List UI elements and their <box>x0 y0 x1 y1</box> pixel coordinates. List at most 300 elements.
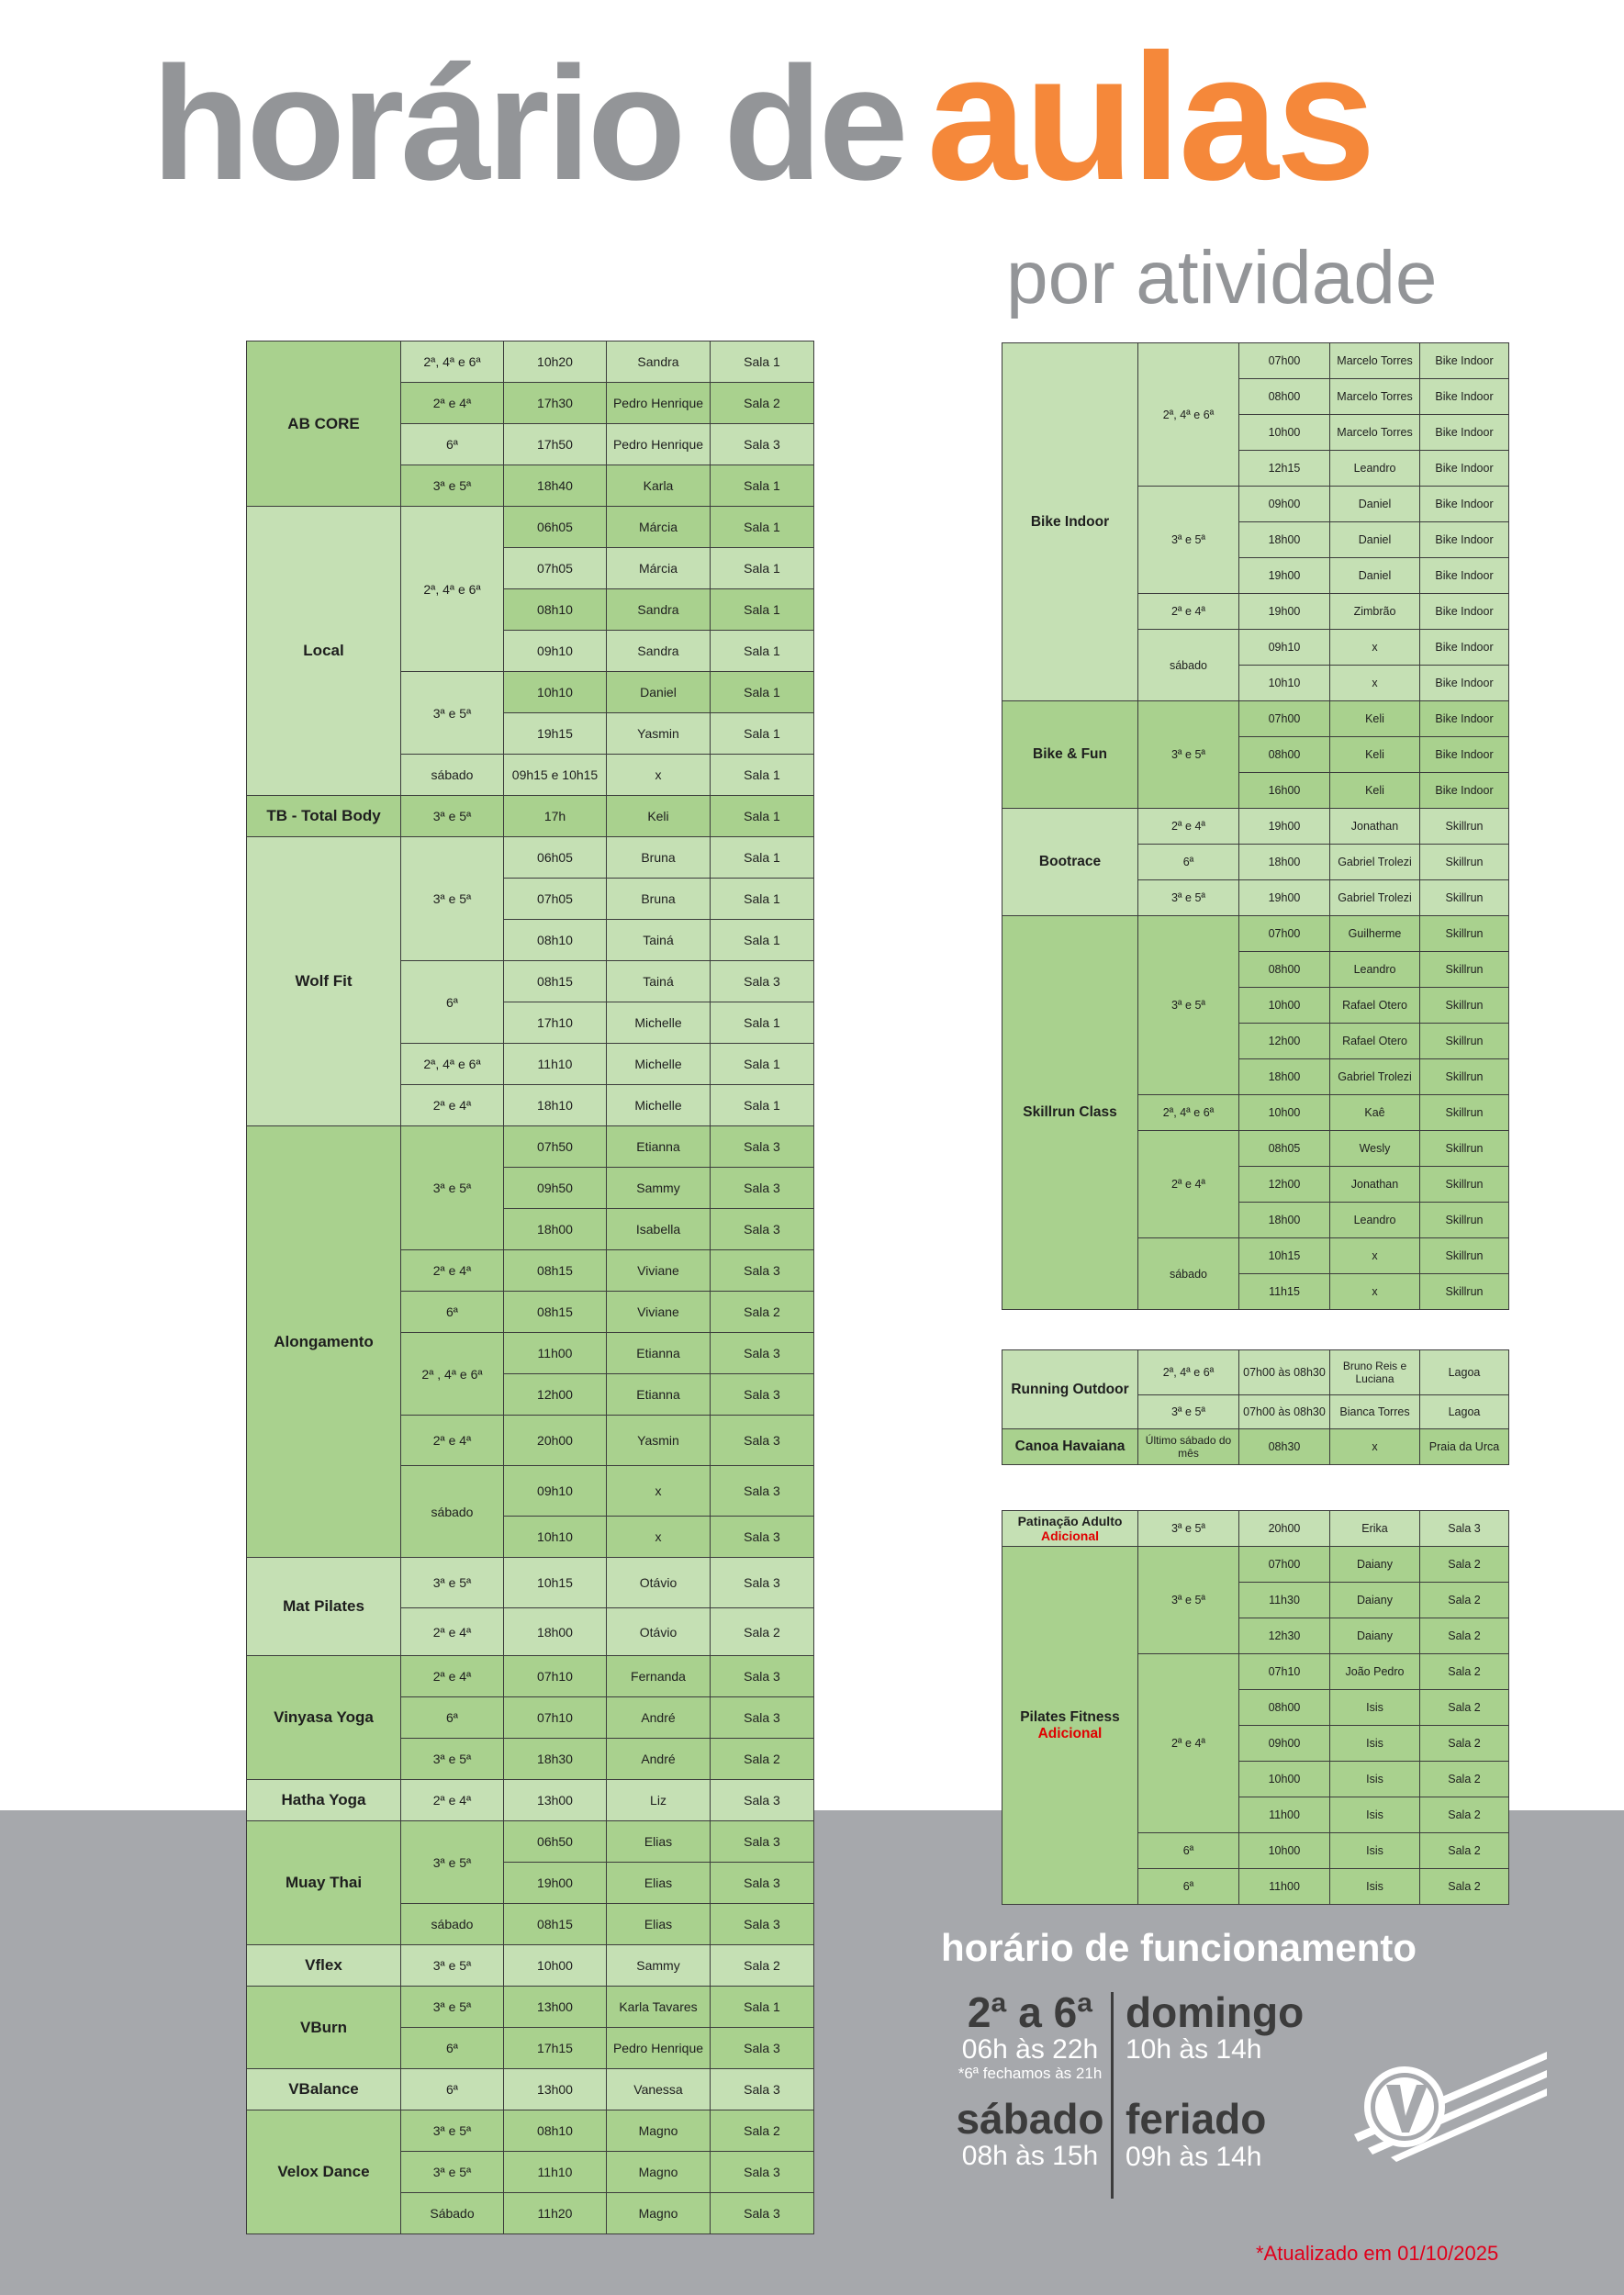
time-cell: 09h10 <box>504 631 607 672</box>
room-cell: Sala 2 <box>1420 1654 1509 1690</box>
time-cell: 13h00 <box>504 2069 607 2110</box>
instructor-cell: Pedro Henrique <box>607 2028 711 2069</box>
room-cell: Bike Indoor <box>1420 630 1509 666</box>
time-cell: 07h00 <box>1239 916 1330 952</box>
schedule-table-left <box>246 341 814 2234</box>
time-cell: 20h00 <box>1239 1511 1330 1547</box>
room-cell: Sala 2 <box>711 1608 814 1656</box>
time-cell: 12h30 <box>1239 1618 1330 1654</box>
time-cell: 08h00 <box>1239 952 1330 988</box>
room-cell: Sala 3 <box>711 1250 814 1292</box>
room-cell: Sala 1 <box>711 548 814 589</box>
time-cell: 07h50 <box>504 1126 607 1168</box>
time-cell: 08h10 <box>504 2110 607 2152</box>
time-cell: 08h15 <box>504 1904 607 1945</box>
instructor-cell: Karla <box>607 465 711 507</box>
instructor-cell: Vanessa <box>607 2069 711 2110</box>
days-cell: sábado <box>1138 1238 1239 1310</box>
time-cell: 10h15 <box>504 1558 607 1608</box>
time-cell: 17h10 <box>504 1002 607 1044</box>
instructor-cell: Isis <box>1330 1690 1420 1726</box>
room-cell: Sala 1 <box>711 713 814 755</box>
time-cell: 11h00 <box>504 1333 607 1374</box>
time-cell: 17h30 <box>504 383 607 424</box>
activity-name: Wolf Fit <box>247 837 401 1126</box>
instructor-cell: Rafael Otero <box>1330 1024 1420 1059</box>
room-cell: Bike Indoor <box>1420 594 1509 630</box>
time-cell: 13h00 <box>504 1780 607 1821</box>
time-cell: 07h00 às 08h30 <box>1239 1395 1330 1429</box>
saturday-label: sábado <box>956 2094 1104 2143</box>
instructor-cell: Etianna <box>607 1333 711 1374</box>
room-cell: Sala 3 <box>711 1904 814 1945</box>
page-subtitle: por atividade <box>1006 236 1438 319</box>
room-cell: Sala 1 <box>711 631 814 672</box>
instructor-cell: Bruna <box>607 837 711 879</box>
room-cell: Sala 1 <box>711 589 814 631</box>
activity-name: Vinyasa Yoga <box>247 1656 401 1780</box>
room-cell: Sala 3 <box>711 424 814 465</box>
room-cell: Sala 2 <box>1420 1618 1509 1654</box>
time-cell: 08h05 <box>1239 1131 1330 1167</box>
time-cell: 08h10 <box>504 920 607 961</box>
days-cell: 3ª e 5ª <box>401 1821 504 1904</box>
room-cell: Sala 1 <box>711 837 814 879</box>
time-cell: 08h00 <box>1239 379 1330 415</box>
time-cell: 06h50 <box>504 1821 607 1863</box>
instructor-cell: Karla Tavares <box>607 1987 711 2028</box>
room-cell: Sala 2 <box>711 2110 814 2152</box>
time-cell: 10h20 <box>504 341 607 383</box>
days-cell: 2ª e 4ª <box>401 1085 504 1126</box>
room-cell: Sala 2 <box>1420 1547 1509 1583</box>
room-cell: Skillrun <box>1420 845 1509 880</box>
instructor-cell: Viviane <box>607 1292 711 1333</box>
instructor-cell: x <box>1330 630 1420 666</box>
instructor-cell: Isis <box>1330 1869 1420 1905</box>
days-cell: 3ª e 5ª <box>401 2152 504 2193</box>
room-cell: Bike Indoor <box>1420 415 1509 451</box>
page-title <box>151 17 1373 218</box>
instructor-cell: Michelle <box>607 1085 711 1126</box>
activity-name: VBurn <box>247 1987 401 2069</box>
room-cell: Bike Indoor <box>1420 773 1509 809</box>
schedule-table-right-2 <box>1002 1349 1509 1465</box>
opening-hours-column-2 <box>1126 1990 1309 2172</box>
instructor-cell: x <box>607 1517 711 1558</box>
instructor-cell: Pedro Henrique <box>607 424 711 465</box>
time-cell: 09h00 <box>1239 487 1330 522</box>
time-cell: 10h10 <box>1239 666 1330 701</box>
room-cell: Sala 3 <box>711 2069 814 2110</box>
time-cell: 07h00 <box>1239 701 1330 737</box>
time-cell: 08h10 <box>504 589 607 631</box>
time-cell: 19h00 <box>1239 558 1330 594</box>
time-cell: 18h00 <box>1239 845 1330 880</box>
instructor-cell: Etianna <box>607 1126 711 1168</box>
schedule-table-right-1 <box>1002 342 1509 1310</box>
time-cell: 18h40 <box>504 465 607 507</box>
time-cell: 20h00 <box>504 1416 607 1466</box>
instructor-cell: Gabriel Trolezi <box>1330 1059 1420 1095</box>
instructor-cell: André <box>607 1697 711 1739</box>
room-cell: Sala 3 <box>1420 1511 1509 1547</box>
time-cell: 11h00 <box>1239 1869 1330 1905</box>
instructor-cell: Magno <box>607 2193 711 2234</box>
time-cell: 09h00 <box>1239 1726 1330 1762</box>
room-cell: Sala 3 <box>711 1126 814 1168</box>
instructor-cell: Tainá <box>607 920 711 961</box>
days-cell: 3ª e 5ª <box>401 1987 504 2028</box>
instructor-cell: Bianca Torres <box>1330 1395 1420 1429</box>
days-cell: Último sábado do mês <box>1138 1429 1239 1465</box>
days-cell: Sábado <box>401 2193 504 2234</box>
instructor-cell: Yasmin <box>607 1416 711 1466</box>
time-cell: 18h10 <box>504 1085 607 1126</box>
activity-name: Bike & Fun <box>1002 701 1138 809</box>
room-cell: Bike Indoor <box>1420 379 1509 415</box>
instructor-cell: Keli <box>1330 701 1420 737</box>
instructor-cell: Daiany <box>1330 1618 1420 1654</box>
room-cell: Skillrun <box>1420 1095 1509 1131</box>
days-cell: sábado <box>401 755 504 796</box>
instructor-cell: Keli <box>1330 737 1420 773</box>
time-cell: 12h00 <box>1239 1167 1330 1203</box>
days-cell: 3ª e 5ª <box>1138 487 1239 594</box>
time-cell: 16h00 <box>1239 773 1330 809</box>
time-cell: 13h00 <box>504 1987 607 2028</box>
instructor-cell: Magno <box>607 2110 711 2152</box>
room-cell: Bike Indoor <box>1420 522 1509 558</box>
room-cell: Sala 1 <box>711 465 814 507</box>
activity-name: Alongamento <box>247 1126 401 1558</box>
room-cell: Sala 2 <box>1420 1726 1509 1762</box>
instructor-cell: Daiany <box>1330 1583 1420 1618</box>
days-cell: 2ª, 4ª e 6ª <box>401 341 504 383</box>
time-cell: 18h00 <box>1239 1059 1330 1095</box>
room-cell: Sala 3 <box>711 2028 814 2069</box>
days-cell: 2ª, 4ª e 6ª <box>1138 343 1239 487</box>
time-cell: 18h00 <box>1239 1203 1330 1238</box>
room-cell: Sala 3 <box>711 2193 814 2234</box>
instructor-cell: Isis <box>1330 1797 1420 1833</box>
opening-hours-title: horário de funcionamento <box>941 1926 1417 1969</box>
instructor-cell: Sandra <box>607 341 711 383</box>
weekdays-note: *6ª fechamos às 21h <box>958 2065 1103 2083</box>
instructor-cell: Otávio <box>607 1558 711 1608</box>
room-cell: Bike Indoor <box>1420 558 1509 594</box>
instructor-cell: Márcia <box>607 548 711 589</box>
room-cell: Sala 3 <box>711 1863 814 1904</box>
instructor-cell: Marcelo Torres <box>1330 415 1420 451</box>
room-cell: Sala 1 <box>711 920 814 961</box>
time-cell: 10h15 <box>1239 1238 1330 1274</box>
title-part2: aulas <box>926 17 1373 218</box>
time-cell: 06h05 <box>504 837 607 879</box>
schedule-table-right-3 <box>1002 1510 1509 1905</box>
instructor-cell: Sammy <box>607 1168 711 1209</box>
room-cell: Skillrun <box>1420 916 1509 952</box>
instructor-cell: Márcia <box>607 507 711 548</box>
days-cell: 3ª e 5ª <box>401 1558 504 1608</box>
room-cell: Sala 1 <box>711 755 814 796</box>
room-cell: Skillrun <box>1420 1167 1509 1203</box>
days-cell: 2ª, 4ª e 6ª <box>1138 1350 1239 1395</box>
updated-note: *Atualizado em 01/10/2025 <box>1256 2242 1499 2265</box>
instructor-cell: Jonathan <box>1330 1167 1420 1203</box>
days-cell: 3ª e 5ª <box>1138 1547 1239 1654</box>
instructor-cell: x <box>1330 666 1420 701</box>
days-cell: 6ª <box>401 2069 504 2110</box>
days-cell: 6ª <box>1138 1833 1239 1869</box>
instructor-cell: Etianna <box>607 1374 711 1416</box>
days-cell: 3ª e 5ª <box>1138 1395 1239 1429</box>
room-cell: Sala 1 <box>711 341 814 383</box>
room-cell: Bike Indoor <box>1420 343 1509 379</box>
time-cell: 07h00 <box>1239 343 1330 379</box>
room-cell: Skillrun <box>1420 1131 1509 1167</box>
time-cell: 18h00 <box>504 1209 607 1250</box>
time-cell: 08h00 <box>1239 1690 1330 1726</box>
room-cell: Sala 3 <box>711 1333 814 1374</box>
instructor-cell: Leandro <box>1330 451 1420 487</box>
room-cell: Skillrun <box>1420 1274 1509 1310</box>
days-cell: 3ª e 5ª <box>401 796 504 837</box>
instructor-cell: Kaê <box>1330 1095 1420 1131</box>
instructor-cell: Zimbrão <box>1330 594 1420 630</box>
room-cell: Sala 2 <box>1420 1690 1509 1726</box>
days-cell: 2ª, 4ª e 6ª <box>1138 1095 1239 1131</box>
instructor-cell: Daniel <box>1330 522 1420 558</box>
activity-name: Hatha Yoga <box>247 1780 401 1821</box>
time-cell: 08h00 <box>1239 737 1330 773</box>
room-cell: Sala 1 <box>711 796 814 837</box>
instructor-cell: Elias <box>607 1904 711 1945</box>
instructor-cell: Rafael Otero <box>1330 988 1420 1024</box>
days-cell: 2ª , 4ª e 6ª <box>401 1333 504 1416</box>
days-cell: 2ª e 4ª <box>1138 809 1239 845</box>
days-cell: 3ª e 5ª <box>401 2110 504 2152</box>
time-cell: 11h15 <box>1239 1274 1330 1310</box>
activity-name: Running Outdoor <box>1002 1350 1138 1429</box>
instructor-cell: Isabella <box>607 1209 711 1250</box>
time-cell: 10h10 <box>504 672 607 713</box>
instructor-cell: Gabriel Trolezi <box>1330 845 1420 880</box>
time-cell: 10h00 <box>1239 415 1330 451</box>
days-cell: 6ª <box>1138 1869 1239 1905</box>
time-cell: 08h15 <box>504 1292 607 1333</box>
room-cell: Bike Indoor <box>1420 701 1509 737</box>
time-cell: 08h15 <box>504 1250 607 1292</box>
days-cell: sábado <box>1138 630 1239 701</box>
instructor-cell: Erika <box>1330 1511 1420 1547</box>
days-cell: 3ª e 5ª <box>1138 880 1239 916</box>
time-cell: 10h00 <box>1239 1762 1330 1797</box>
additional-label: Adicional <box>1037 1725 1103 1741</box>
room-cell: Sala 3 <box>711 961 814 1002</box>
instructor-cell: Daniel <box>1330 558 1420 594</box>
activity-name: Muay Thai <box>247 1821 401 1945</box>
instructor-cell: Marcelo Torres <box>1330 379 1420 415</box>
days-cell: 3ª e 5ª <box>1138 701 1239 809</box>
instructor-cell: x <box>1330 1274 1420 1310</box>
holiday-hours: 09h às 14h <box>1126 2141 1262 2172</box>
room-cell: Skillrun <box>1420 952 1509 988</box>
time-cell: 10h00 <box>1239 1095 1330 1131</box>
days-cell: 6ª <box>401 961 504 1044</box>
instructor-cell: Yasmin <box>607 713 711 755</box>
room-cell: Sala 3 <box>711 1558 814 1608</box>
room-cell: Sala 2 <box>1420 1833 1509 1869</box>
instructor-cell: Bruno Reis e Luciana <box>1330 1350 1420 1395</box>
activity-name: Bike Indoor <box>1002 343 1138 701</box>
time-cell: 07h05 <box>504 879 607 920</box>
instructor-cell: Tainá <box>607 961 711 1002</box>
time-cell: 18h00 <box>504 1608 607 1656</box>
instructor-cell: Otávio <box>607 1608 711 1656</box>
days-cell: 3ª e 5ª <box>401 1126 504 1250</box>
time-cell: 19h00 <box>1239 594 1330 630</box>
room-cell: Sala 3 <box>711 1780 814 1821</box>
room-cell: Bike Indoor <box>1420 666 1509 701</box>
room-cell: Sala 3 <box>711 1416 814 1466</box>
room-cell: Sala 3 <box>711 1697 814 1739</box>
weekdays-hours: 06h às 22h <box>961 2034 1099 2066</box>
time-cell: 08h15 <box>504 961 607 1002</box>
sunday-label: domingo <box>1126 1988 1305 2036</box>
time-cell: 07h10 <box>1239 1654 1330 1690</box>
room-cell: Sala 2 <box>1420 1797 1509 1833</box>
instructor-cell: Magno <box>607 2152 711 2193</box>
time-cell: 12h00 <box>504 1374 607 1416</box>
days-cell: 3ª e 5ª <box>401 465 504 507</box>
room-cell: Skillrun <box>1420 988 1509 1024</box>
instructor-cell: Sammy <box>607 1945 711 1987</box>
instructor-cell: Leandro <box>1330 1203 1420 1238</box>
time-cell: 17h50 <box>504 424 607 465</box>
instructor-cell: Isis <box>1330 1726 1420 1762</box>
time-cell: 07h00 às 08h30 <box>1239 1350 1330 1395</box>
time-cell: 10h00 <box>1239 988 1330 1024</box>
time-cell: 09h15 e 10h15 <box>504 755 607 796</box>
room-cell: Sala 1 <box>711 1987 814 2028</box>
days-cell: 3ª e 5ª <box>401 1739 504 1780</box>
days-cell: 3ª e 5ª <box>1138 916 1239 1095</box>
room-cell: Bike Indoor <box>1420 487 1509 522</box>
room-cell: Sala 1 <box>711 507 814 548</box>
instructor-cell: Isis <box>1330 1762 1420 1797</box>
location-cell: Praia da Urca <box>1420 1429 1509 1465</box>
days-cell: 3ª e 5ª <box>1138 1511 1239 1547</box>
activity-name: Mat Pilates <box>247 1558 401 1656</box>
room-cell: Skillrun <box>1420 1024 1509 1059</box>
days-cell: 6ª <box>401 1292 504 1333</box>
instructor-cell: Liz <box>607 1780 711 1821</box>
time-cell: 12h00 <box>1239 1024 1330 1059</box>
activity-name-text: Pilates Fitness <box>1020 1708 1120 1725</box>
instructor-cell: x <box>607 1466 711 1517</box>
room-cell: Sala 1 <box>711 1085 814 1126</box>
velox-logo-icon <box>1336 2024 1547 2162</box>
time-cell: 10h00 <box>504 1945 607 1987</box>
room-cell: Skillrun <box>1420 1203 1509 1238</box>
time-cell: 06h05 <box>504 507 607 548</box>
room-cell: Sala 2 <box>711 383 814 424</box>
days-cell: 3ª e 5ª <box>401 837 504 961</box>
time-cell: 11h30 <box>1239 1583 1330 1618</box>
days-cell: 2ª, 4ª e 6ª <box>401 507 504 672</box>
room-cell: Sala 1 <box>711 1002 814 1044</box>
activity-name: Vflex <box>247 1945 401 1987</box>
time-cell: 19h00 <box>504 1863 607 1904</box>
room-cell: Sala 2 <box>711 1945 814 1987</box>
time-cell: 19h00 <box>1239 880 1330 916</box>
activity-name-text: Patinação Adulto <box>1017 1514 1123 1528</box>
days-cell: 2ª e 4ª <box>401 1608 504 1656</box>
days-cell: 6ª <box>401 2028 504 2069</box>
room-cell: Sala 3 <box>711 1209 814 1250</box>
room-cell: Sala 2 <box>1420 1869 1509 1905</box>
activity-name: AB CORE <box>247 341 401 507</box>
instructor-cell: Keli <box>1330 773 1420 809</box>
room-cell: Sala 3 <box>711 1517 814 1558</box>
saturday-hours: 08h às 15h <box>961 2140 1099 2171</box>
additional-label: Adicional <box>1040 1528 1099 1543</box>
activity-name <box>1002 1547 1138 1905</box>
time-cell: 17h <box>504 796 607 837</box>
time-cell: 19h00 <box>1239 809 1330 845</box>
days-cell: 3ª e 5ª <box>401 672 504 755</box>
activity-name: TB - Total Body <box>247 796 401 837</box>
opening-hours-column-1 <box>938 1990 1122 2171</box>
time-cell: 07h10 <box>504 1656 607 1697</box>
days-cell: 6ª <box>1138 845 1239 880</box>
time-cell: 17h15 <box>504 2028 607 2069</box>
room-cell: Skillrun <box>1420 880 1509 916</box>
activity-name: Skillrun Class <box>1002 916 1138 1310</box>
room-cell: Sala 2 <box>1420 1583 1509 1618</box>
instructor-cell: Michelle <box>607 1002 711 1044</box>
time-cell: 18h00 <box>1239 522 1330 558</box>
time-cell: 11h10 <box>504 1044 607 1085</box>
activity-name: Canoa Havaiana <box>1002 1429 1138 1465</box>
instructor-cell: João Pedro <box>1330 1654 1420 1690</box>
instructor-cell: Guilherme <box>1330 916 1420 952</box>
days-cell: 2ª e 4ª <box>1138 594 1239 630</box>
days-cell: 6ª <box>401 1697 504 1739</box>
room-cell: Sala 2 <box>711 1739 814 1780</box>
time-cell: 07h10 <box>504 1697 607 1739</box>
holiday-label: feriado <box>1126 2095 1267 2144</box>
instructor-cell: Sandra <box>607 631 711 672</box>
activity-name: Local <box>247 507 401 796</box>
instructor-cell: x <box>607 755 711 796</box>
time-cell: 10h00 <box>1239 1833 1330 1869</box>
instructor-cell: Jonathan <box>1330 809 1420 845</box>
instructor-cell: Isis <box>1330 1833 1420 1869</box>
days-cell: 2ª e 4ª <box>401 1250 504 1292</box>
days-cell: 2ª e 4ª <box>1138 1131 1239 1238</box>
instructor-cell: Michelle <box>607 1044 711 1085</box>
days-cell: 2ª e 4ª <box>401 1656 504 1697</box>
room-cell: Sala 3 <box>711 1466 814 1517</box>
instructor-cell: André <box>607 1739 711 1780</box>
instructor-cell: x <box>1330 1429 1420 1465</box>
weekdays-label: 2ª a 6ª <box>967 1988 1093 2036</box>
room-cell: Bike Indoor <box>1420 451 1509 487</box>
days-cell: 6ª <box>401 424 504 465</box>
instructor-cell: Leandro <box>1330 952 1420 988</box>
